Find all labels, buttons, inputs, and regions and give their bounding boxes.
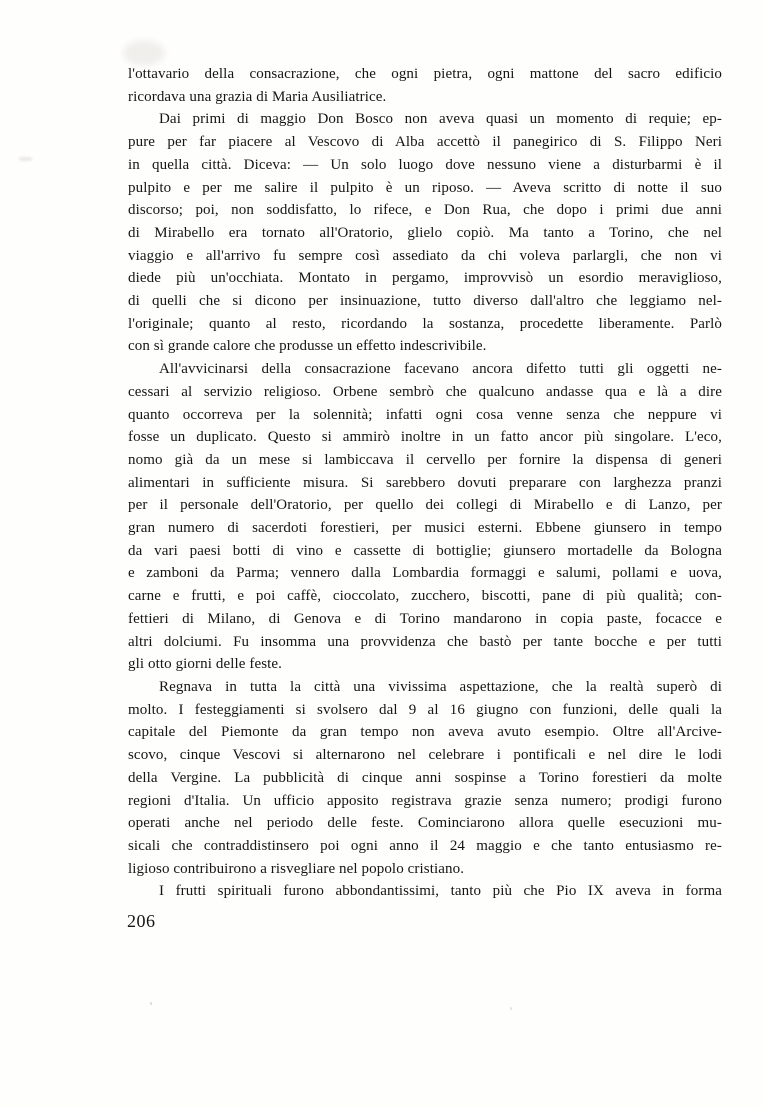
text-line: di Mirabello era tornato all'Oratorio, glielo copiò. Ma tanto a Torino, che nel [128, 224, 722, 241]
text-line: gli otto giorni delle feste. [128, 656, 283, 673]
text-line: in quella città. Diceva: — Un solo luogo dove nessuno viene a disturbarmi è il [128, 156, 722, 173]
text-line: con sì grande calore che produsse un effetto indescrivibile. [128, 338, 487, 355]
paragraph [128, 108, 722, 358]
scan-speck-artifact [150, 1002, 152, 1005]
text-line: capitale del Piemonte da gran tempo non aveva avuto esempio. Oltre all'Arcive- [128, 724, 722, 741]
text-line: ricordava una grazia di Maria Ausiliatrice. [128, 88, 387, 105]
text-line: pulpito e per me salire il pulpito è un riposo. — Aveva scritto di notte il suo [128, 179, 722, 196]
text-line: l'originale; quanto al resto, ricordando la sostanza, procedette liberamente. Parlò [128, 315, 722, 332]
text-line: Dai primi di maggio Don Bosco non aveva quasi un momento di requie; ep- [159, 111, 722, 128]
text-line: altri dolciumi. Fu insomma una provvidenza che bastò per tante bocche e per tutti [128, 633, 722, 650]
text-line: di quelli che si dicono per insinuazione, tutto diverso dall'altro che leggiamo nel- [128, 293, 722, 310]
text-line: regioni d'Italia. Un ufficio apposito registrava grazie senza numero; prodigi furono [128, 792, 722, 809]
text-line: alimentari in sufficiente misura. Si sarebbero dovuti preparare con larghezza pranzi [128, 474, 722, 491]
text-line: da vari paesi botti di vino e cassette di bottiglie; giunsero mortadelle da Bologna [128, 542, 722, 559]
text-line: cessari al servizio religioso. Orbene sembrò che qualcuno andasse qua e là a dire [128, 383, 722, 400]
scan-speck-artifact [510, 1007, 512, 1010]
text-line: l'ottavario della consacrazione, che ogni pietra, ogni mattone del sacro edificio [128, 66, 722, 82]
text-line: molto. I festeggiamenti si svolsero dal 9 al 16 giugno con funzioni, delle quali la [128, 701, 722, 718]
scan-edge-artifact [19, 157, 32, 161]
text-line: pure per far piacere al Vescovo di Alba accettò il panegirico di S. Filippo Neri [128, 134, 722, 151]
paragraph [128, 676, 722, 880]
text-line: operati anche nel periodo delle feste. Cominciarono allora quelle esecuzioni mu- [128, 815, 722, 832]
page-number: 206 [127, 911, 156, 931]
text-line: gran numero di sacerdoti forestieri, per musici esterni. Ebbene giunsero in tempo [128, 520, 722, 537]
text-line: viaggio e all'arrivo fu sempre così assediato da chi voleva parlargli, che non vi [128, 247, 722, 264]
paragraph [128, 63, 722, 108]
text-line: per il personale dell'Oratorio, per quello dei collegi di Mirabello e di Lanzo, per [128, 497, 722, 514]
text-line: Regnava in tutta la città una vivissima aspettazione, che la realtà superò di [159, 678, 722, 695]
text-line: ligioso contribuirono a risvegliare nel popolo cristiano. [128, 860, 465, 877]
body-text [128, 63, 722, 903]
text-line: della Vergine. La pubblicità di cinque anni sospinse a Torino forestieri da molte [128, 769, 722, 786]
text-line: quanto occorreva per la solennità; infatti ogni cosa venne senza che neppure vi [128, 406, 722, 423]
text-line: sicali che contraddistinsero poi ogni anno il 24 maggio e che tanto entusiasmo re- [128, 837, 722, 854]
text-line: fosse un duplicato. Questo si ammirò inoltre in un fatto ancor più singolare. L'eco, [128, 429, 722, 446]
text-line: All'avvicinarsi della consacrazione facevano ancora difetto tutti gli oggetti ne- [159, 361, 722, 378]
text-line: scovo, cinque Vescovi si alternarono nel celebrare i pontificali e nel dire le lodi [128, 747, 722, 764]
text-line: discorso; poi, non soddisfatto, lo rifece, e Don Rua, che dopo i primi due anni [128, 202, 722, 219]
paragraph [128, 358, 722, 676]
text-line: fettieri di Milano, di Genova e di Torino mandarono in copia paste, focacce e [128, 610, 722, 627]
text-line: I frutti spirituali furono abbondantissimi, tanto più che Pio IX aveva in forma [159, 883, 722, 900]
text-line: nomo già da un mese si lambiccava il cervello per fornire la dispensa di generi [128, 451, 722, 468]
text-line: carne e frutti, e poi caffè, cioccolato, zucchero, biscotti, pane di più qualità; con- [128, 588, 722, 605]
paragraph [128, 880, 722, 903]
text-line: diede più un'occhiata. Montato in pergamo, improvvisò un esordio meraviglioso, [128, 270, 722, 287]
text-line: e zamboni da Parma; vennero dalla Lombardia formaggi e salumi, pollami e uova, [128, 565, 722, 582]
